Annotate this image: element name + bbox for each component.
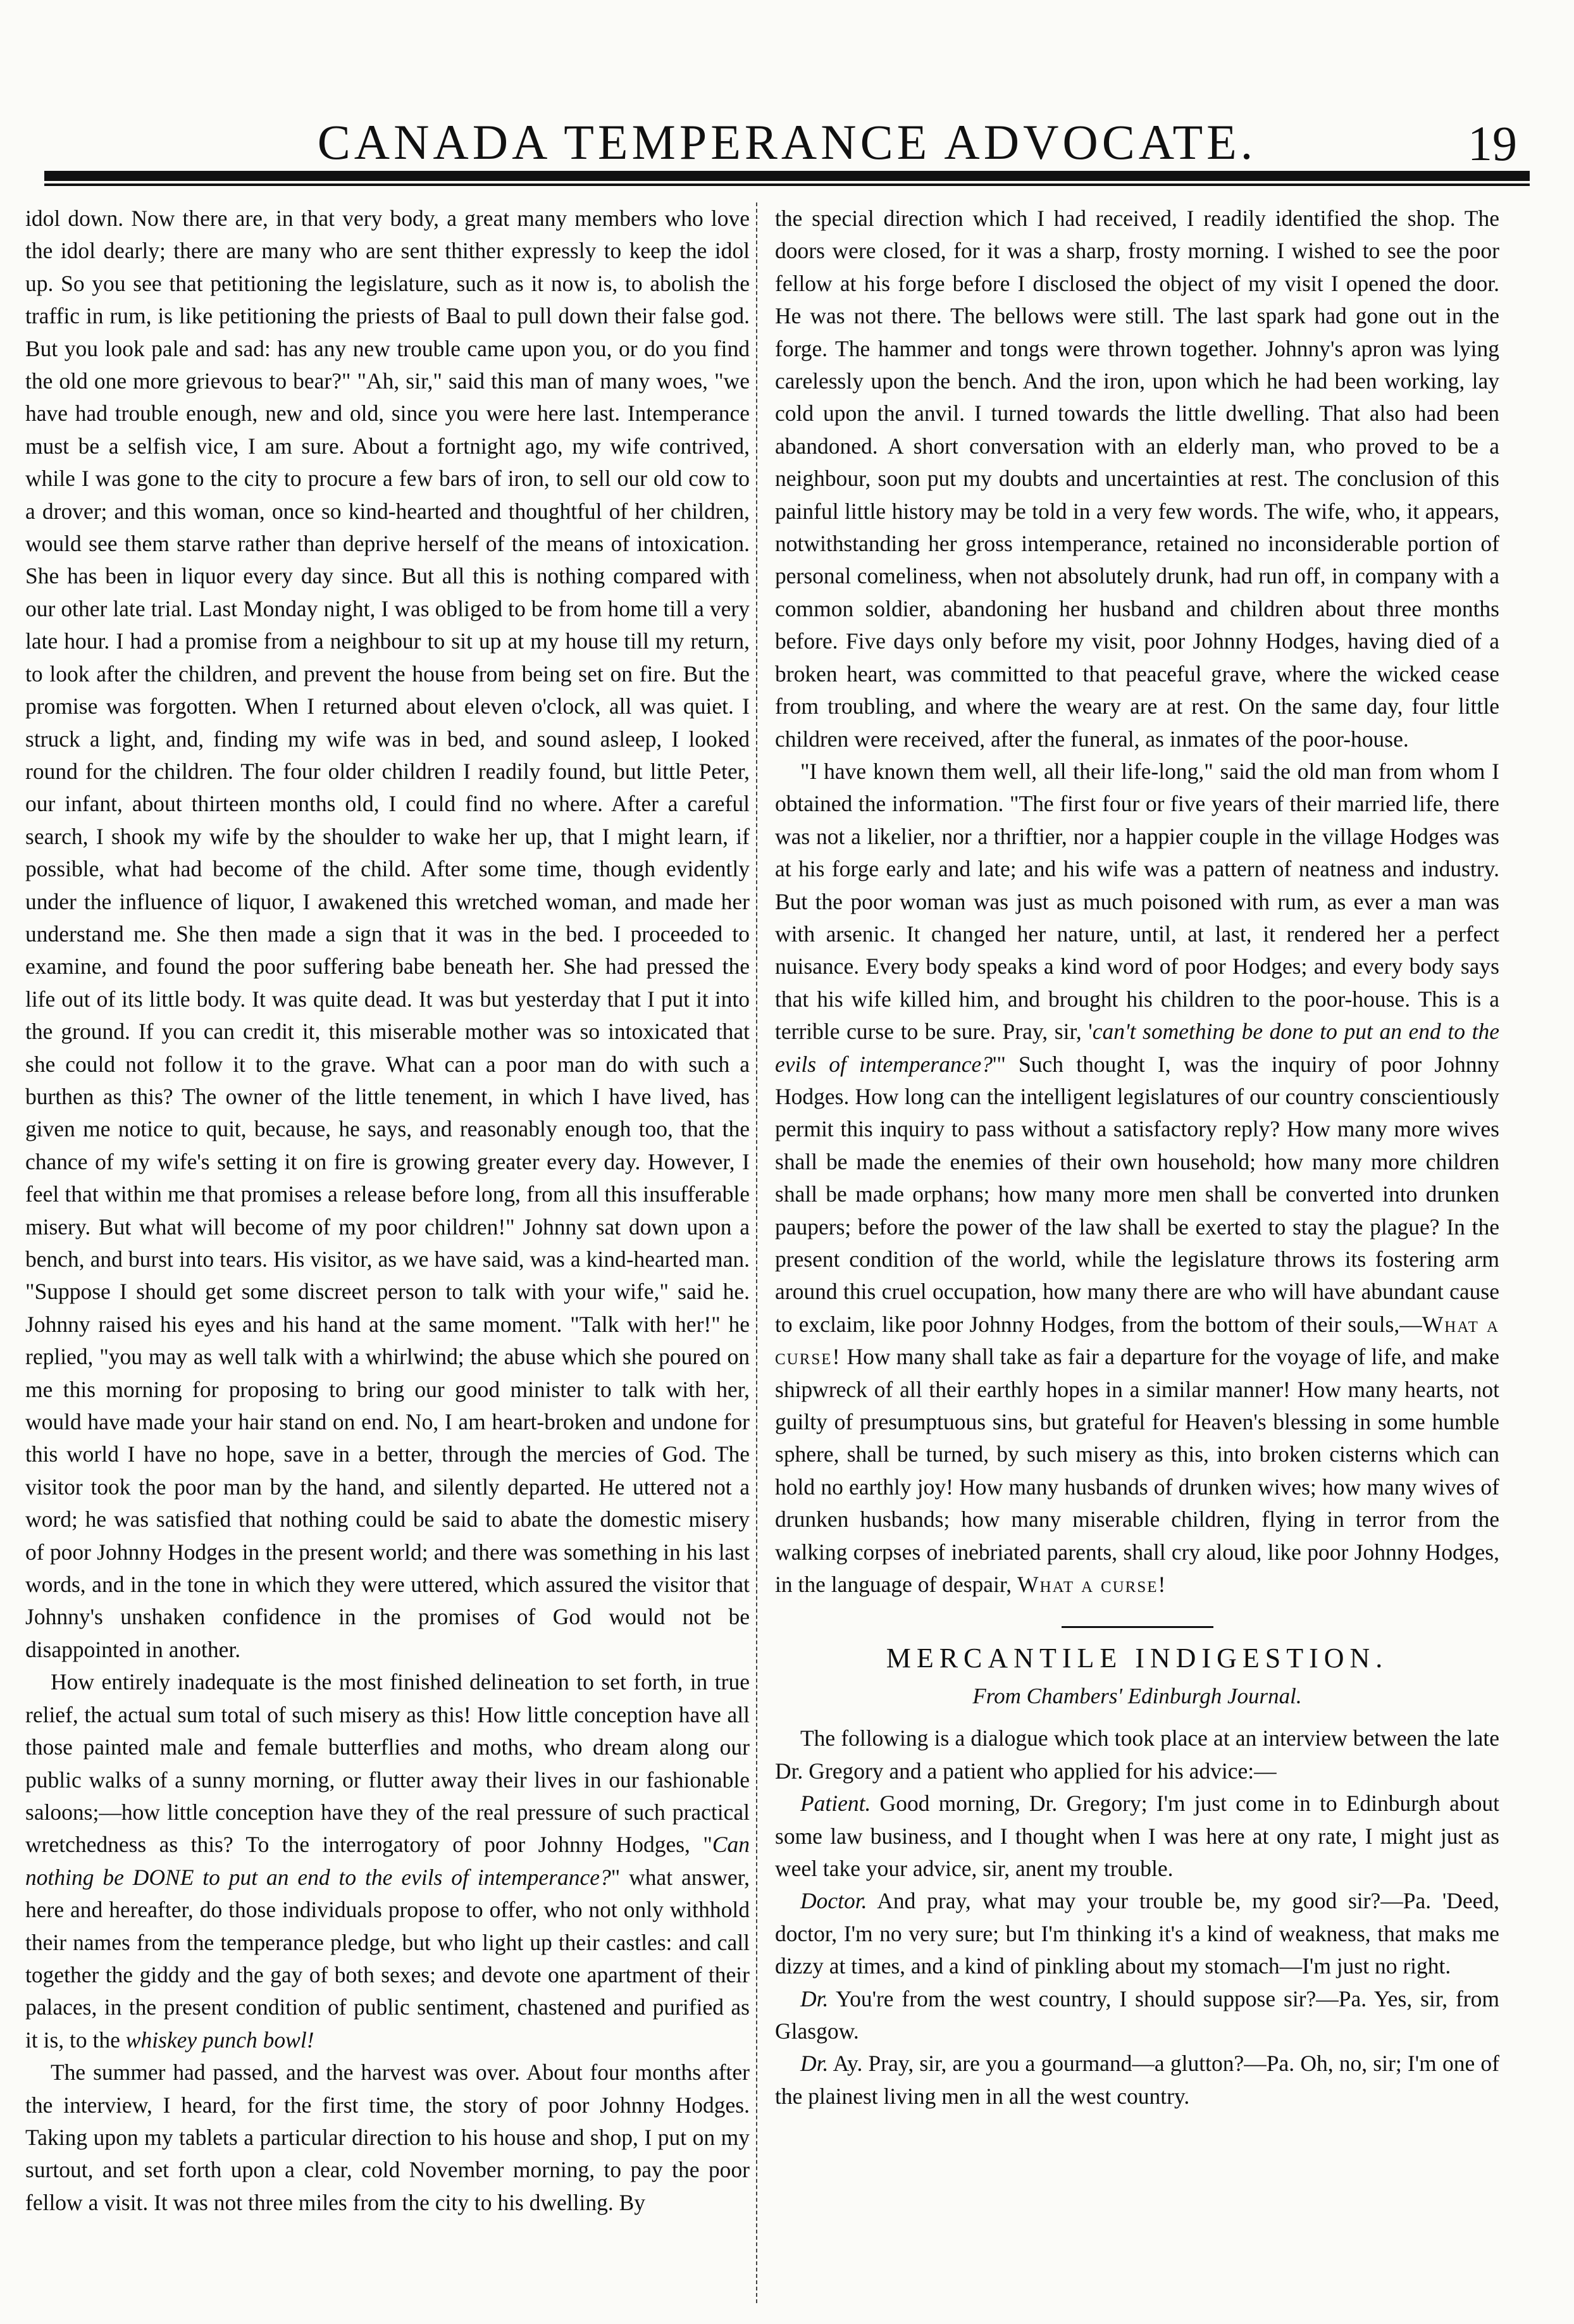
right-paragraph-2-exclaim-2: What a curse!: [1017, 1572, 1167, 1598]
dialogue-1: [775, 1787, 1499, 1885]
right-paragraph-2: [775, 755, 1499, 1601]
dialogue-1-text: Good morning, Dr. Gregory; I'm just come in to Edinburgh about some law business, and I thought when I was here at ony rate, I might just as weel take your advice, sir, anent my trouble.: [775, 1791, 1499, 1881]
page-number: 19: [1468, 116, 1517, 171]
section-intro: The following is a dialogue which took place at an interview between the late Dr. Gregory and a patient who applied for his advice:—: [775, 1725, 1499, 1784]
left-paragraph-2-emphasis: whiskey punch bowl!: [125, 2027, 314, 2053]
page-title: CANADA TEMPERANCE ADVOCATE.: [317, 115, 1257, 170]
right-paragraph-2-exclaim-1: What a curse!: [775, 1311, 1499, 1370]
header-rule-thick: [44, 171, 1530, 181]
section-title: MERCANTILE INDIGESTION.: [886, 1643, 1389, 1674]
dialogue-3-text: You're from the west country, I should suppose sir?—Pa. Yes, sir, from Glasgow.: [775, 1985, 1499, 2044]
right-paragraph-2-text-b: '" Such thought I, was the inquiry of poor Johnny Hodges. How long can the intelligent legislatures of our country conscientiously permit this inquiry to pass without a satisfactory reply? How many more wives shall be made the enemies of their own household; how many more children shall be made orphans; how many more men shall be converted into drunken paupers; before the power of the law shall be exerted to stay the plague? In the present condition of the world, while the legislature throws its fostering arm around this cruel occupation, how many there are who will have abundant cause to exclaim, like poor Johnny Hodges, from the bottom of their souls,—: [775, 1051, 1499, 1337]
dialogue-1-speaker: Patient.: [800, 1791, 871, 1817]
dialogue-4: [775, 2047, 1499, 2113]
header-rule-thin: [44, 183, 1530, 186]
right-column: [775, 202, 1499, 2303]
dialogue-2-text: And pray, what may your trouble be, my good sir?—Pa. 'Deed, doctor, I'm no very sure; but I'm thinking it's a kind of weakness, that maks me dizzy at times, and a kind of pinkling about my stomach—I'm just no right.: [775, 1888, 1499, 1979]
dialogue-2: [775, 1885, 1499, 1982]
section-rule: [1062, 1626, 1213, 1628]
dialogue-3: [775, 1983, 1499, 2048]
left-paragraph-2-text-a: How entirely inadequate is the most finished delineation to set forth, in true relief, the actual sum total of such misery as this! How little conception have all those painted male and female butterflies and moths, who dream along our public walks of a sunny morning, or flutter away their lives in our fashionable saloons;—how little conception have they of the real pressure of such practical wretchedness as this? To the interrogatory of poor Johnny Hodges, ": [25, 1669, 750, 1858]
right-paragraph-2-text-a: "I have known them well, all their life-long," said the old man from whom I obtained the information. "The first four or five years of their married life, there was not a likelier, nor a thriftier, nor a happier couple in the village Hodges was at his forge early and late; and his wife was a pattern of neatness and industry. But the poor woman was just as much poisoned with rum, as ever a man was with arsenic. It changed her nature, until, at last, it rendered her a perfect nuisance. Every body speaks a kind word of poor Hodges; and every body says that his wife killed him, and brought his children to the poor-house. This is a terrible curse to be sure. Pray, sir, ': [775, 758, 1499, 1045]
left-column: [25, 202, 750, 2303]
page-header: [44, 114, 1530, 171]
left-paragraph-2-text-b: " what answer, here and hereafter, do those individuals propose to offer, who not only withhold their names from the temperance pledge, but who light up their castles: and call together the giddy and the gay of both sexes; and devote one apartment of their palaces, in the present condition of public sentiment, chastened and purified as it is, to the: [25, 1864, 750, 2053]
right-paragraph-1: the special direction which I had received, I readily identified the shop. The doors were closed, for it was a sharp, frosty morning. I wished to see the poor fellow at his forge before I disclosed the object of my visit I opened the door. He was not there. The bellows were still. The last spark had gone out in the forge. The hammer and tongs were thrown together. Johnny's apron was lying carelessly upon the bench. And the iron, upon which he had been working, lay cold upon the anvil. I turned towards the little dwelling. That also had been abandoned. A short conversation with an elderly man, who proved to be a neighbour, soon put my doubts and uncertainties at rest. The conclusion of this painful little history may be told in a very few words. The wife, who, it appears, notwithstanding her gross intemperance, retained no inconsiderable portion of personal comeliness, when not absolutely drunk, had run off, in company with a common soldier, abandoning her husband and children about three months before. Five days only before my visit, poor Johnny Hodges, having died of a broken heart, was committed to that peaceful grave, where the wicked cease from troubling, and where the weary are at rest. On the same day, four little children were received, after the funeral, as inmates of the poor-house.: [775, 206, 1499, 752]
dialogue-3-speaker: Dr.: [800, 1985, 829, 2011]
left-paragraph-3: The summer had passed, and the harvest was over. About four months after the interview, I heard, for the first time, the story of poor Johnny Hodges. Taking upon my tablets a particular direction to his house and shop, I put on my surtout, and set forth upon a clear, cold November morning, to pay the poor fellow a visit. It was not three miles from the city to his dwelling. By: [25, 2060, 750, 2215]
dialogue-4-speaker: Dr.: [800, 2051, 829, 2077]
right-paragraph-2-quote: can't something be done to put an end to the evils of intemperance?: [775, 1019, 1499, 1077]
left-paragraph-2-quote: Can nothing be DONE to put an end to the evils of intemperance?: [25, 1832, 750, 1890]
section-subtitle: From Chambers' Edinburgh Journal.: [972, 1683, 1302, 1708]
right-paragraph-2-text-c: How many shall take as fair a departure for the voyage of life, and make shipwreck of all their earthly hopes in a similar manner! How many hearts, not guilty of presumptuous sins, but grateful for Heaven's blessing in some humble sphere, shall be turned, by such misery as this, into broken cisterns which can hold no earthly joy! How many husbands of drunken wives; how many wives of drunken husbands; how many miserable children, flying in terror from the walking corpses of inebriated parents, shall cry aloud, like poor Johnny Hodges, in the language of despair,: [775, 1344, 1499, 1598]
left-paragraph-2: [25, 1666, 750, 2056]
left-paragraph-1: idol down. Now there are, in that very body, a great many members who love the idol dearly; there are many who are sent thither expressly to keep the idol up. So you see that petitioning the legislature, such as it now is, to abolish the traffic in rum, is like petitioning the priests of Baal to pull down their false god. But you look pale and sad: has any new trouble came upon you, or do you find the old one more grievous to bear?" "Ah, sir," said this man of many woes, "we have had trouble enough, new and old, since you were here last. Intemperance must be a selfish vice, I am sure. About a fortnight ago, my wife contrived, while I was gone to the city to procure a few bars of iron, to sell our old cow to a drover; and this woman, once so kind-hearted and thoughtful of her children, would see them starve rather than deprive herself of the means of intoxication. She has been in liquor every day since. But all this is nothing compared with our other late trial. Last Monday night, I was obliged to be from home till a very late hour. I had a promise from a neighbour to sit up at my house till my return, to look after the children, and prevent the house from being set on fire. But the promise was forgotten. When I returned about eleven o'clock, all was quiet. I struck a light, and, finding my wife was in bed, and sound asleep, I looked round for the children. The four older children I readily found, but little Peter, our infant, about thirteen months old, I could find no where. After a careful search, I shook my wife by the shoulder to wake her up, that I might learn, if possible, what had become of the child. After some time, though evidently under the influence of liquor, I awakened this wretched woman, and made her understand me. She then made a sign that it was in the bed. I proceeded to examine, and found the poor suffering babe beneath her. She had pressed the life out of its little body. It was quite dead. It was but yesterday that I put it into the ground. If you can credit it, this miserable mother was so intoxicated that she could not follow it to the grave. What can a poor man do with such a burthen as this? The owner of the little tenement, in which I have lived, has given me notice to quit, because, he says, and reasonably enough too, that the chance of my wife's setting it on fire is growing greater every day. However, I feel that within me that promises a release before long, from all this insufferable misery. But what will become of my poor children!" Johnny sat down upon a bench, and burst into tears. His visitor, as we have said, was a kind-hearted man. "Suppose I should get some discreet person to talk with your wife," said he. Johnny raised his eyes and his hand at the same moment. "Talk with her!" he replied, "you may as well talk with a whirlwind; the abuse which she poured on me this morning for proposing to bring our good minister to talk with her, would have made your hair stand on end. No, I am heart-broken and undone for this world I have no hope, save in a better, through the mercies of God. The visitor took the poor man by the hand, and silently departed. He uttered not a word; he was satisfied that nothing could be said to abate the domestic misery of poor Johnny Hodges in the present world; and there was something in his last words, and in the tone in which they were uttered, which assured the visitor that Johnny's unshaken confidence in the promises of God would not be disappointed in another.: [25, 206, 750, 1662]
dialogue-2-speaker: Doctor.: [800, 1888, 867, 1914]
column-divider: [756, 202, 757, 2303]
dialogue-4-text: Ay. Pray, sir, are you a gourmand—a glutton?—Pa. Oh, no, sir; I'm one of the plainest living men in all the west country.: [775, 2051, 1499, 2109]
